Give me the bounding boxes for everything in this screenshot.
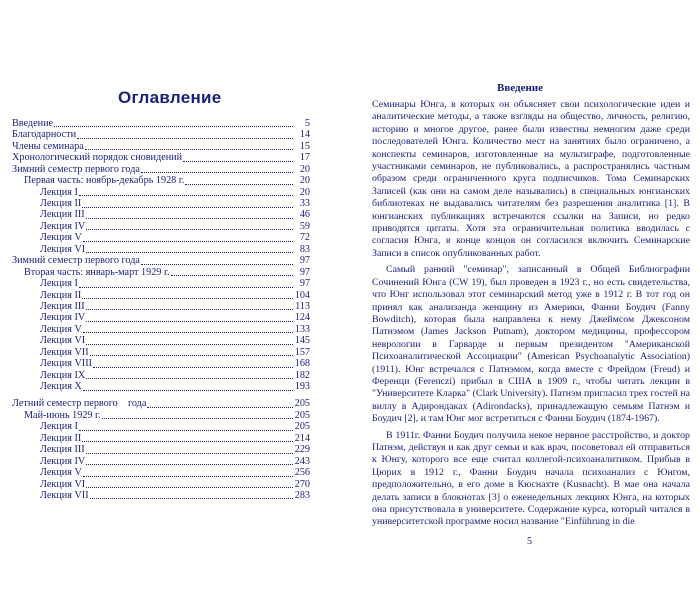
toc-dot-leader [79,190,293,196]
toc-entry-title: Лекция III [40,300,85,312]
toc-entry-title: Лекция V [40,323,82,335]
toc-entry [12,358,310,369]
toc-dot-leader [90,493,293,499]
toc-entry-page: 20 [299,186,310,198]
toc-entry-title: Члены семинара [12,140,84,152]
toc-dot-leader [86,459,293,465]
toc-entry-page: 243 [294,455,310,467]
toc-entry-title: Лекция VI [40,335,86,347]
toc-entry-title: Лекция V [40,232,82,244]
toc-entry [12,347,310,358]
toc-list [12,118,310,501]
intro-paragraph: Семинары Юнга, в которых он объясняет свои психологические идеи и аналитические методы, а также взгляды на общество, личность, религию, историю и многое другое, ранее были известны немногим даже среди последователей Юнга. Количество мест на занятиях было ограничено, а конспекты семинаров, изготовленные на мультиграфе, подготовленные участниками семинаров, не публиковались, а распространялись частным образом среди ограниченного круга подписчиков. Тома Семинарских Записей (как они на самом деле назывались) в специальных юнгианских библиотеках не выдавались читателям без разрешения аналитика [1]. В юнгианских публикациях встречаются ссылки на Записи, но редко приводятся цитаты. Хотя эта ограничительная политика вводилась с согласия Юнга, в конце концов он согласился включить Семинарские Записи в список опубликованных работ. [372,99,690,259]
toc-entry-title: Хронологический порядок сновидений [12,152,183,164]
toc-dot-leader [93,362,293,368]
toc-entry [12,410,310,421]
toc-entry [12,324,310,335]
toc-entry-page: 33 [299,198,310,210]
toc-dot-leader [77,133,293,139]
toc-entry [12,301,310,312]
toc-dot-leader [141,259,293,265]
toc-dot-leader [82,293,293,299]
toc-entry [12,278,310,289]
toc-entry [12,421,310,432]
toc-entry-page: 145 [294,335,310,347]
intro-paragraph: Самый ранний "семинар", записанный в Общей Библиографии Сочинений Юнга (CW 19), был проведен в 1923 г., но есть свидетельства, что Юнг использовал этот семинарский метод уже в 1912 г. В тот год он принял как анализанда женщину из Америки, Фанни Боудич (Fanny Bowditch), которая была направлена к нему Джеймсом Джексоном Патнэмом (James Jackson Putnam), доктором медицины, профессором неврологии в Гарварде и первым президентом "Американской Психоаналитической Ассоциации" (American Psychoanalytic Association) (1911). Юнг встречался с Патнэмом, когда вместе с Фрейдом (Freud) и Ференци (Ferenczi) прибыл в США в 1909 г., чтобы читать лекции в "Университете Кларка" (Clark University). Патнэм пригласил трех гостей на виллу в Адирондаках (Adirondacks), принадлежащую семьям Патнэм и Боудич [2], и там Юнг мог встретиться с Фанни Боудич (1874-1967). [372,264,690,425]
toc-entry-page: 15 [299,140,310,152]
toc-entry [12,399,310,410]
toc-entry [12,381,310,392]
toc-dot-leader [171,270,293,276]
toc-entry-title: Лекция IX [40,369,86,381]
toc-dot-leader [183,156,293,162]
toc-dot-leader [83,471,293,477]
toc-entry-title: Летний семестр первого года [12,398,147,410]
toc-entry [12,210,310,221]
toc-dot-leader [86,316,293,322]
toc-entry [12,267,310,278]
toc-dot-leader [83,236,293,242]
toc-entry [12,290,310,301]
toc-entry-title: Введение [12,117,54,129]
toc-entry-page: 14 [299,129,310,141]
page-number: 5 [527,536,532,547]
toc-dot-leader [86,448,293,454]
toc-entry [12,232,310,243]
toc-dot-leader [185,179,293,185]
toc-entry-title: Лекция VIII [40,358,92,370]
toc-entry-page: 270 [294,478,310,490]
toc-dot-leader [86,213,293,219]
intro-paragraph: В 1911г. Фанни Боудич получила некое нервное расстройство, и доктор Патнэм, действуя и как друг семьи и как врач, посоветовал ей отправиться к Юнгу, которого все еще считал коллегой-психоаналитиком. Прибыв в Цюрих в 1912 г., Фанни Боудич начала психоанализ с Юнгом, предположительно, в его доме в Кюснахте (Kusnacht). В мае она начала делать записи в блокнотах [3] о еженедельных лекциях Юнга, на которых она присутствовала в университете. Содержание курса, который читался в университетской программе носил название "Einführung in die [372,429,690,528]
toc-entry [12,255,310,266]
toc-dot-leader [141,167,293,173]
toc-dot-leader [147,402,293,408]
toc-entry [12,175,310,186]
toc-entry-page: 72 [299,232,310,244]
toc-entry-title: Лекция I [40,278,78,290]
toc-entry [12,187,310,198]
toc-entry-page: 168 [294,358,310,370]
toc-entry-title: Лекция VII [40,489,89,501]
toc-entry-page: 17 [299,152,310,164]
toc-entry [12,433,310,444]
toc-entry-page: 59 [299,220,310,232]
toc-entry-page: 113 [295,300,310,312]
toc-dot-leader [83,385,293,391]
toc-entry-page: 46 [299,209,310,221]
toc-dot-leader [54,121,293,127]
toc-entry-page: 214 [294,432,310,444]
toc-entry [12,444,310,455]
introduction-body [372,99,690,533]
toc-entry-title: Лекция IV [40,455,86,467]
toc-entry-page: 97 [299,266,310,278]
toc-dot-leader [82,202,293,208]
toc-entry [12,221,310,232]
toc-entry-page: 97 [299,255,310,267]
toc-entry [12,479,310,490]
toc-entry [12,141,310,152]
toc-entry-title: Май-июнь 1929 г. [24,409,101,421]
toc-entry-page: 20 [299,163,310,175]
toc-dot-leader [82,436,293,442]
toc-entry-title: Лекция III [40,444,85,456]
toc-entry-title: Лекция II [40,198,82,210]
toc-entry-title: Зимний семестр первого года [12,255,140,267]
toc-entry [12,456,310,467]
toc-dot-leader [90,350,293,356]
toc-entry-page: 193 [294,381,310,393]
toc-entry [12,198,310,209]
toc-entry [12,118,310,129]
toc-dot-leader [79,425,293,431]
toc-entry-title: Лекция IV [40,220,86,232]
toc-entry-title: Зимний семестр первого года [12,163,140,175]
toc-entry-title: Лекция I [40,186,78,198]
toc-entry-page: 229 [294,444,310,456]
toc-entry-page: 205 [294,421,310,433]
toc-entry [12,244,310,255]
toc-entry-page: 256 [294,467,310,479]
toc-entry [12,164,310,175]
toc-entry [12,467,310,478]
toc-entry-page: 104 [294,289,310,301]
toc-entry-title: Лекция III [40,209,85,221]
toc-entry-page: 124 [294,312,310,324]
toc-entry-page: 83 [299,243,310,255]
toc-entry-page: 205 [294,409,310,421]
toc-entry-page: 5 [304,117,310,129]
toc-dot-leader [86,482,293,488]
toc-entry-page: 283 [294,489,310,501]
toc-entry-title: Лекция X [40,381,82,393]
toc-dot-leader [86,373,293,379]
toc-entry-page: 97 [299,278,310,290]
toc-dot-leader [79,282,293,288]
toc-dot-leader [83,327,293,333]
toc-entry-title: Лекция V [40,467,82,479]
toc-entry [12,335,310,346]
toc-dot-leader [86,304,293,310]
toc-entry-title: Первая часть: ноябрь-декабрь 1928 г. [24,175,185,187]
toc-entry-page: 182 [294,369,310,381]
toc-entry-title: Лекция VI [40,478,86,490]
toc-entry-page: 20 [299,175,310,187]
toc-dot-leader [86,224,293,230]
toc-dot-leader [102,413,293,419]
introduction-heading: Введение [497,82,544,94]
toc-entry [12,490,310,501]
toc-entry-title: Лекция VII [40,346,89,358]
toc-entry-page: 133 [294,323,310,335]
toc-dot-leader [86,339,293,345]
toc-entry-title: Лекция II [40,432,82,444]
toc-entry [12,152,310,163]
toc-entry-title: Благодарности [12,129,77,141]
toc-entry-page: 205 [294,398,310,410]
toc-title: Оглавление [118,88,222,107]
toc-entry-title: Лекция II [40,289,82,301]
toc-dot-leader [86,247,293,253]
toc-entry-title: Лекция I [40,421,78,433]
toc-dot-leader [85,144,293,150]
toc-entry-title: Вторая часть: январь-март 1929 г. [24,266,170,278]
toc-entry-title: Лекция IV [40,312,86,324]
toc-entry-page: 157 [294,346,310,358]
toc-entry [12,129,310,140]
toc-entry [12,312,310,323]
toc-entry-title: Лекция VI [40,243,86,255]
toc-entry [12,370,310,381]
